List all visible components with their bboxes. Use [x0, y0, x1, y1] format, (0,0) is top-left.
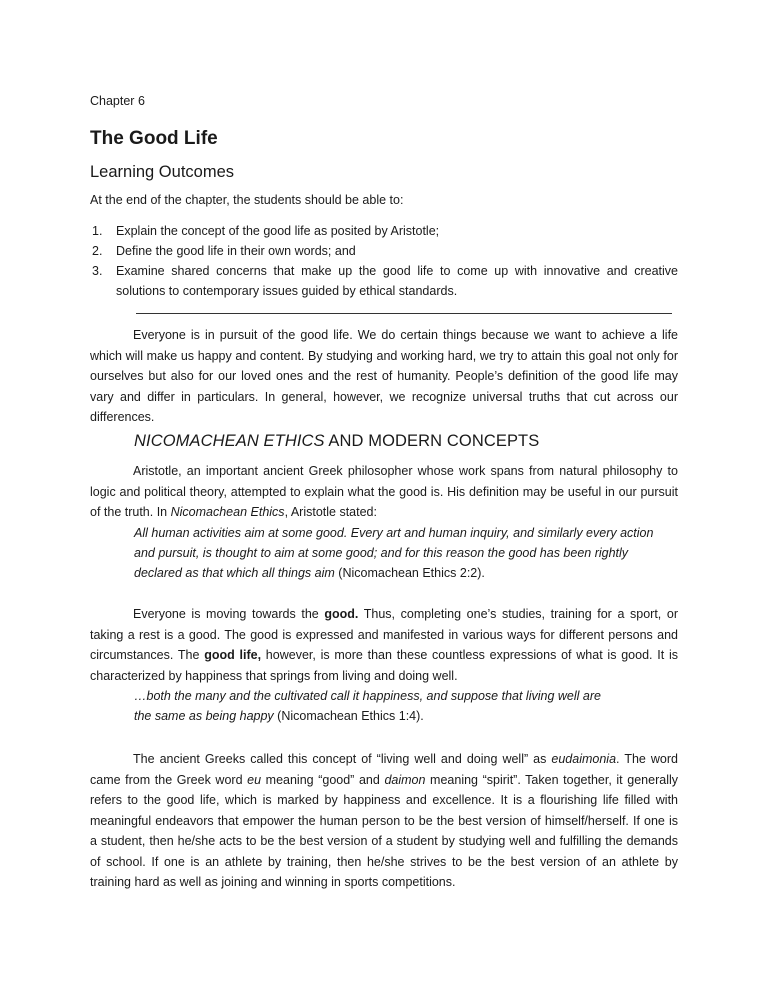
outcome-item: [90, 241, 678, 261]
outcome-text: Define the good life in their own words; and: [116, 244, 356, 258]
eudaimonia-paragraph: [90, 749, 678, 893]
quote-block-1: [134, 523, 674, 583]
section-heading-rest: AND MODERN CONCEPTS: [324, 432, 540, 450]
paragraph-text: . The word came from the Greek word: [90, 752, 678, 787]
greek-term: eu: [247, 772, 262, 787]
good-paragraph: [90, 604, 678, 686]
greek-term: eudaimonia: [551, 752, 617, 766]
emphasis-term: good life,: [204, 648, 262, 662]
section-heading: [134, 432, 539, 451]
outcome-item: [90, 261, 678, 301]
paragraph-text: Thus, completing one’s studies, training for a sport, or taking a rest is a good. The good is expressed and manifested in various ways for different persons and circumstances. The: [90, 607, 679, 662]
quote-text: All human activities aim at some good. Every art and human inquiry, and similarly every action and pursuit, is thought to aim at some good; and for this reason the good has been rightly declared as that which all things aim: [134, 526, 654, 580]
aristotle-paragraph: [90, 461, 678, 523]
paragraph-text: meaning “good” and: [261, 772, 385, 787]
outcome-number: 2.: [92, 244, 103, 258]
paragraph-text: Aristotle, an important ancient Greek philosopher whose work spans from natural philosophy to logic and political theory, attempted to explain what the good is. His definition may be useful in our pursuit of the truth. In: [90, 464, 678, 519]
paragraph-text: , Aristotle stated:: [284, 505, 377, 519]
outcome-text: Examine shared concerns that make up the good life to come up with innovative and creative solutions to contemporary issues guided by ethical standards.: [116, 264, 678, 298]
learning-outcomes-list: [90, 221, 678, 301]
learning-outcomes-intro: At the end of the chapter, the students should be able to:: [90, 193, 404, 207]
quote-text: …both the many and the cultivated call it happiness, and suppose that living well are: [134, 689, 601, 703]
quote-citation: (Nicomachean Ethics 2:2).: [334, 566, 485, 580]
quote-block-2: [134, 686, 674, 726]
paragraph-text: meaning “spirit”. Taken together, it generally refers to the good life, which is marked by happiness and excellence. It is a flourishing life filled with meaningful endeavors that empower the human person to be the best version of himself/herself. If one is a student, then he/she acts to be the best version of a student by studying well and fulfilling the demands of school. If one is an athlete by training, then he/she strives to be the best version of an athlete by training hard as well as joining and winning in sports competitions.: [90, 772, 678, 889]
outcome-number: 1.: [92, 224, 103, 238]
quote-citation: (Nicomachean Ethics 1:4).: [273, 709, 424, 723]
paragraph-text: however, is more than these countless expressions of what is good. It is characterized by happiness that springs from living and doing well.: [90, 648, 678, 683]
chapter-label: Chapter 6: [90, 94, 145, 108]
intro-paragraph: Everyone is in pursuit of the good life. We do certain things because we want to achieve a life which will make us happy and content. By studying and working hard, we try to attain this goal not only for ourselves but also for our loved ones and the rest of humanity. People’s definition of the good life may vary and differ in particulars. In general, however, we recognize universal truths that cut across our differences.: [90, 328, 678, 424]
outcome-number: 3.: [92, 264, 103, 278]
paragraph-text: The ancient Greeks called this concept of “living well and doing well” as: [133, 752, 552, 766]
outcome-item: [90, 221, 678, 241]
section-heading-italic: NICOMACHEAN ETHICS: [134, 432, 325, 450]
learning-outcomes-heading: Learning Outcomes: [90, 163, 234, 181]
paragraph-text: Everyone is moving towards the: [133, 607, 325, 621]
greek-term: daimon: [384, 772, 426, 787]
section-divider: [136, 313, 672, 314]
emphasis-term: good.: [324, 607, 359, 621]
book-title: Nicomachean Ethics: [170, 505, 285, 519]
quote-text: the same as being happy: [134, 709, 274, 723]
outcome-text: Explain the concept of the good life as posited by Aristotle;: [116, 224, 440, 238]
chapter-title: The Good Life: [90, 128, 218, 149]
